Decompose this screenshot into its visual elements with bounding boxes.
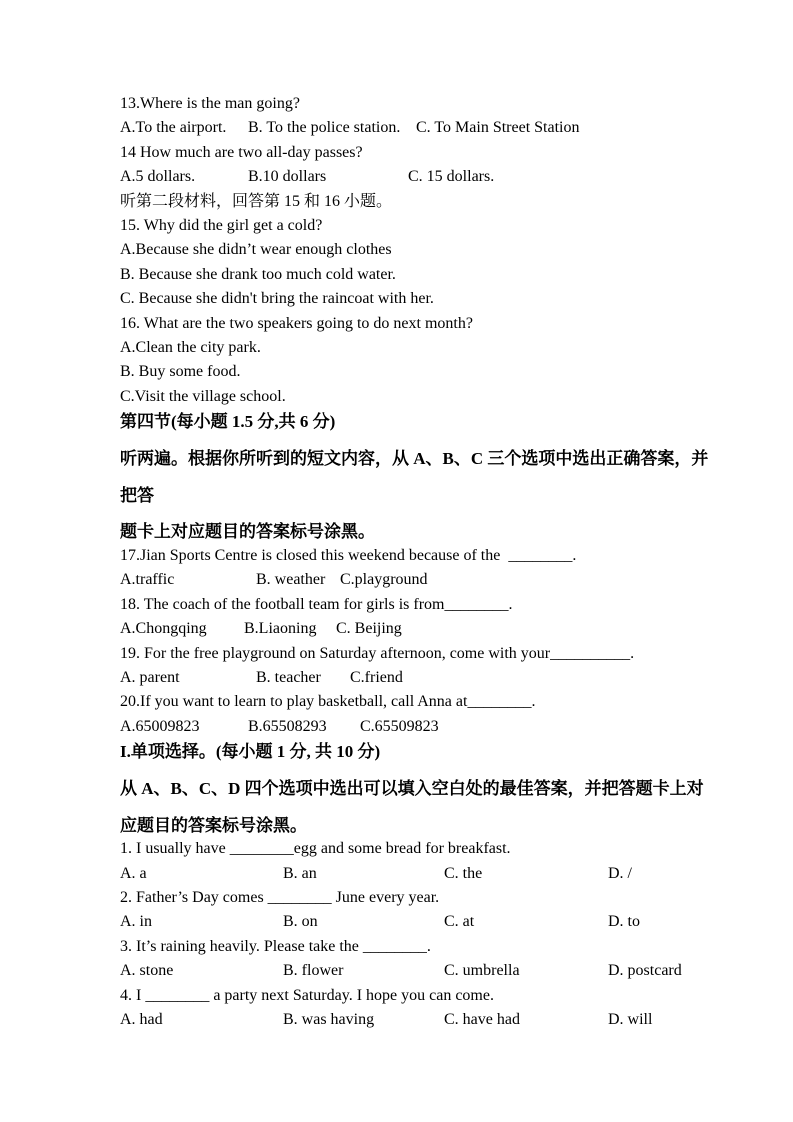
document-line [120, 143, 676, 167]
option-segment: A. stone [120, 962, 174, 980]
option-segment: A.5 dollars. [120, 168, 196, 186]
option-segment: A. had [120, 1011, 163, 1029]
text-segment: 2. Father’s Day comes ________ June every year. [120, 889, 440, 907]
option-segment: D. to [608, 913, 640, 931]
text-segment: 18. The coach of the football team for girls is from________. [120, 595, 513, 613]
option-segment: C. 15 dollars. [408, 168, 495, 186]
document-line [120, 192, 676, 216]
option-segment: C.playground [340, 571, 428, 589]
document-line [120, 619, 676, 643]
document-line [120, 314, 676, 338]
document-line [120, 815, 676, 840]
document-line [120, 961, 682, 985]
document-line [120, 668, 676, 692]
document-line [120, 485, 676, 510]
document-line [120, 937, 676, 961]
text-segment: 第四节(每小题 1.5 分,共 6 分) [120, 412, 336, 432]
document-line [120, 338, 676, 362]
text-segment: I.单项选择。(每小题 1 分, 共 10 分) [120, 742, 381, 762]
option-segment: A.traffic [120, 571, 175, 589]
document-line [120, 387, 676, 411]
option-segment: B. an [283, 864, 317, 882]
option-segment: C.friend [350, 668, 403, 686]
text-segment: 20.If you want to learn to play basketball, call Anna at________. [120, 693, 536, 711]
document-line [120, 692, 676, 716]
option-segment: B. weather [256, 571, 326, 589]
option-segment: B.Liaoning [244, 620, 317, 638]
document-line [120, 216, 676, 240]
document-line [120, 448, 709, 473]
document-line [120, 595, 676, 619]
text-segment: A.Because she didn’t wear enough clothes [120, 241, 392, 259]
text-segment: 应题目的答案标号涂黑。 [120, 815, 307, 835]
document-line [120, 362, 676, 386]
document-line [120, 289, 676, 313]
document-line [120, 644, 676, 668]
option-segment: D. / [608, 864, 632, 882]
text-segment: 把答 [120, 485, 154, 505]
option-segment: A. a [120, 864, 147, 882]
option-segment: B. was having [283, 1011, 375, 1029]
document-line [120, 265, 676, 289]
document-line [120, 118, 676, 142]
text-segment: 15. Why did the girl get a cold? [120, 216, 323, 234]
document-line [120, 94, 676, 118]
text-segment: 13.Where is the man going? [120, 95, 300, 112]
document-line [120, 717, 676, 741]
option-segment: A. in [120, 913, 152, 931]
document-line [120, 912, 676, 936]
text-segment: 4. I ________ a party next Saturday. I hope you can come. [120, 986, 494, 1004]
text-segment: A.Clean the city park. [120, 338, 261, 356]
text-segment: 19. For the free playground on Saturday afternoon, come with your__________. [120, 644, 635, 662]
text-segment: B. Because she drank too much cold water. [120, 265, 396, 283]
text-segment: B. Buy some food. [120, 363, 241, 381]
option-segment: C. at [444, 913, 475, 931]
option-segment: C. Beijing [336, 620, 402, 638]
document-line [120, 570, 676, 594]
option-segment: A.65009823 [120, 717, 200, 735]
text-segment: 16. What are the two speakers going to do next month? [120, 314, 473, 332]
option-segment: B. To the police station. [248, 119, 401, 137]
option-segment: B. on [283, 913, 318, 931]
option-segment: A.To the airport. [120, 119, 227, 137]
document-content [120, 94, 709, 1034]
option-segment: D. will [608, 1011, 653, 1029]
document-line [120, 546, 676, 570]
document-line [120, 864, 676, 888]
text-segment: 听两遍。根据你所听到的短文内容，从 A、B、C 三个选项中选出正确答案，并 [120, 448, 709, 468]
document-line [120, 411, 676, 436]
document-line [120, 741, 676, 766]
document-line [120, 839, 676, 863]
option-segment: D. postcard [608, 962, 682, 980]
option-segment: C.65509823 [360, 717, 439, 735]
document-line [120, 240, 676, 264]
option-segment: C. umbrella [444, 962, 520, 980]
option-segment: A. parent [120, 668, 180, 686]
document-line [120, 521, 676, 546]
text-segment: 14 How much are two all-day passes? [120, 143, 363, 161]
option-segment: C. have had [444, 1011, 520, 1029]
text-segment: 17.Jian Sports Centre is closed this weekend because of the ________. [120, 547, 577, 565]
option-segment: B.10 dollars [248, 168, 327, 186]
document-line [120, 167, 676, 191]
text-segment: C. Because she didn't bring the raincoat with her. [120, 290, 434, 308]
document-line [120, 778, 704, 803]
text-segment: 听第二段材料，回答第 15 和 16 小题。 [120, 192, 393, 210]
document-line [120, 1010, 676, 1034]
text-segment: 1. I usually have ________egg and some bread for breakfast. [120, 840, 511, 858]
option-segment: B.65508293 [248, 717, 327, 735]
option-segment: C. the [444, 864, 483, 882]
text-segment: C.Visit the village school. [120, 387, 286, 405]
option-segment: C. To Main Street Station [416, 119, 580, 137]
text-segment: 3. It’s raining heavily. Please take the ________. [120, 937, 431, 955]
text-segment: 题卡上对应题目的答案标号涂黑。 [120, 522, 375, 542]
option-segment: B. teacher [256, 668, 321, 686]
text-segment: 从 A、B、C、D 四个选项中选出可以填入空白处的最佳答案，并把答题卡上对 [120, 778, 704, 798]
document-line [120, 888, 676, 912]
option-segment: A.Chongqing [120, 620, 207, 638]
option-segment: B. flower [283, 962, 344, 980]
document-line [120, 986, 676, 1010]
